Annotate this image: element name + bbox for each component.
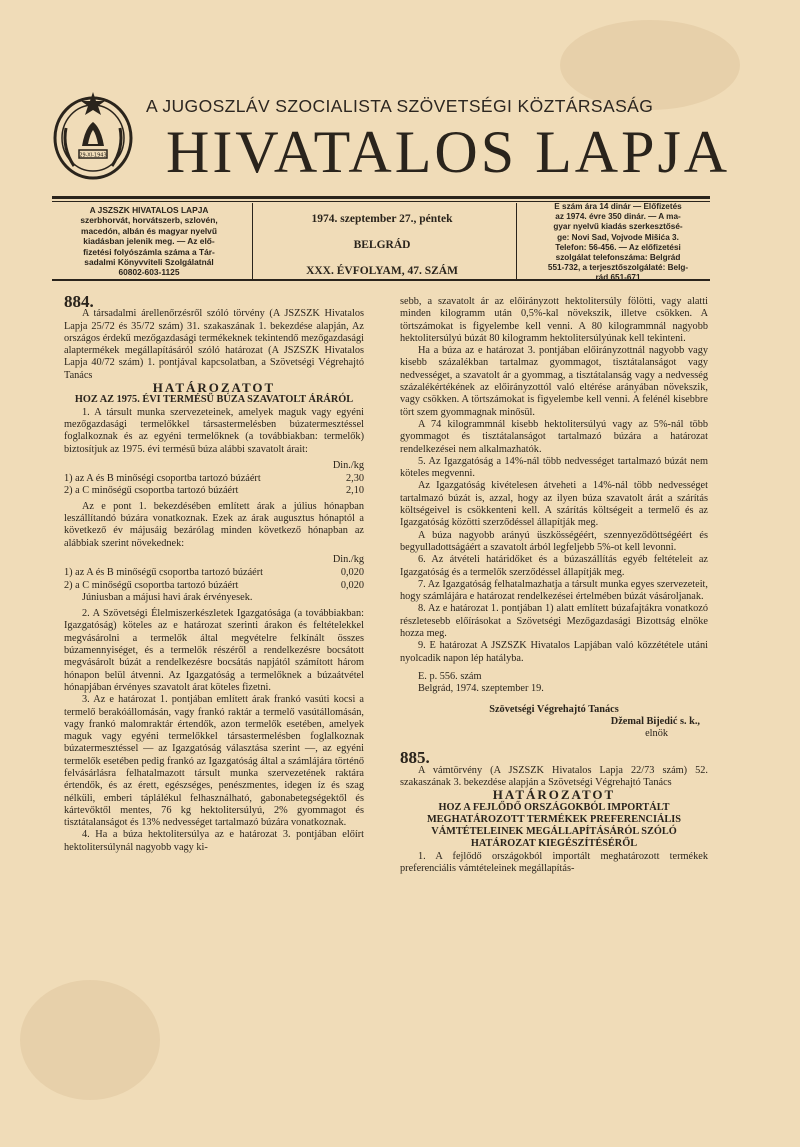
article-paragraph: 2. A Szövetségi Élelmiszerkészletek Igazgatósága (a továbbiakban: Igazgatóság) köteles az e határozat szerinti árakon és feltételekkel megvásárolni a termelők által megvételre felkínált összes búzamennyiséget, és a termelők részéről a rendelkezésre bocsátott megvásárolt búzát a rendelkezésre bocsátás napjától számított három hónapon belül átvenni. Az Igazgatóság a termelőknek a búzaátvétel hónapjában érvényes szavatolt árat köteles fizetni. xyxy=(64,608,364,693)
article-paragraph: 1. A társult munka szervezeteinek, amelyek maguk vagy egyéni mezőgazdasági termelőkkel társastermelésben búzatermesztéssel foglalkoznak és az egyéni termelőknek (a továbbiakban: termelők) biztosítjuk az 1975. évi termésű búza alábbi szavatolt árait: xyxy=(64,406,364,455)
article-paragraph: 7. Az Igazgatóság felhatalmazhatja a társult munka egyes szervezeteit, hogy számlájára e határozat rendelkezései értelmében búzát vásároljanak. xyxy=(400,578,708,603)
decision-subtitle: HOZ A FEJLŐDŐ ORSZÁGOKBÓL IMPORTÁLT MEGHATÁROZOTT TERMÉKEK PREFERENCIÁLIS VÁMTÉTELEINEK MEGÁLLAPÍTÁSÁRÓL SZÓLÓ HATÁROZAT KIEGÉSZÍTÉSÉRŐL xyxy=(426,801,682,850)
decision-title: HATÁROZATOT xyxy=(492,787,616,803)
article-paragraph: Júniusban a májusi havi árak érvényesek. xyxy=(82,591,253,603)
masthead-title: HIVATALOS LAPJA xyxy=(166,119,731,185)
article-paragraph: Ha a búza az e határozat 3. pontjában előirányzottnál nagyobb vagy kisebb százalékban tartalmaz gyommagot, tisztátalanságot vagy nedvességet, a szavatolt ár a gyommag, a tisztátalanság vagy a nedvesség százalékértékének az előirányzottól való eltérése arányában növekszik, vagy csökken. A törtszámokat is figyelembe kell venni. A felénél kisebbre tört szem gyommagnak minősül. xyxy=(400,345,708,418)
subscription-info-line: rád 651-671 xyxy=(595,273,641,283)
publication-info-line: macedón, albán és magyar nyelvű xyxy=(81,225,217,236)
header-rule xyxy=(52,196,710,199)
publication-info-line: szerbhorvát, horvátszerb, szlovén, xyxy=(80,215,218,226)
subscription-info-line: gyar nyelvű kiadás szerkesztősé- xyxy=(553,222,683,232)
subscription-info-line: szolgálat telefonszáma: Belgrád xyxy=(555,253,681,263)
article-column-right xyxy=(400,296,708,875)
article-paragraph: 9. E határozat A JSZSZK Hivatalos Lapjában való közzététele utáni nyolcadik napon lép hatályba. xyxy=(400,640,708,664)
subscription-info-line: ge: Novi Sad, Vojvode Mišića 3. xyxy=(557,232,679,242)
signing-body: Szövetségi Végrehajtó Tanács xyxy=(489,703,619,715)
price-item xyxy=(64,473,364,485)
article-paragraph: A búza nagyobb arányú üszkösségéért, szennyeződöttségéért és begyulladottságáért a szavatolt árból legfeljebb 5%-ot kell levonni. xyxy=(400,529,708,553)
price-item-value: 0,020 xyxy=(340,579,364,591)
paper-stain xyxy=(20,980,160,1100)
article-number: 884. xyxy=(64,292,94,311)
price-item-value: 0,020 xyxy=(340,567,364,579)
price-item-label: 2) a C minőségű csoportba tartozó búzáért xyxy=(64,485,239,497)
price-item-value: 2,30 xyxy=(345,473,364,485)
price-unit-label: Din./kg xyxy=(332,459,364,471)
subscription-info xyxy=(528,202,708,284)
article-paragraph: 5. Az Igazgatóság a 14%-nál több nedvességet tartalmazó búzát nem köteles megvenni. xyxy=(400,455,708,480)
issue-place: BELGRÁD xyxy=(353,239,411,251)
publication-info-line: kiadásban jelenik meg. — Az elő- xyxy=(83,236,215,247)
publication-info-line: 60802-603-1125 xyxy=(118,267,180,278)
price-unit-label: Din./kg xyxy=(332,553,364,565)
article-paragraph: 8. Az e határozat 1. pontjában 1) alatt említett búzafajtákra vonatkozó részletesebb előírásokat a Szövetségi Mezőgazdasági Bizottság elnöke hozza meg. xyxy=(400,603,708,640)
article-paragraph: 6. Az átvételi határidőket és a búzaszállítás egyéb feltételeit az Igazgatóság és a termelők szerződéssel állapítják meg. xyxy=(400,554,708,578)
decision-title: HATÁROZATOT xyxy=(152,380,276,396)
publication-info xyxy=(54,205,244,278)
article-paragraph: A 74 kilogrammnál kisebb hektolitersúlyú vagy az 5%-nál több gyommagot és tisztátalanságot tartalmazó búzára a határozat rendelkezései nem alkalmazhatók. xyxy=(400,418,708,455)
price-item-label: 1) az A és B minőségű csoportba tartozó búzáért xyxy=(64,567,264,579)
subscription-info-line: Telefon: 56-456. — Az előfizetési xyxy=(555,242,681,252)
signer-name: Džemal Bijedić s. k., xyxy=(610,715,700,727)
decision-subtitle: HOZ AZ 1975. ÉVI TERMÉSŰ BÚZA SZAVATOLT ÁRÁRÓL xyxy=(74,394,354,406)
price-item xyxy=(64,580,364,592)
reference-number: E. p. 556. szám xyxy=(418,670,482,682)
subscription-info-line: az 1974. évre 350 dinár. — A ma- xyxy=(555,212,681,222)
emblem-date: 29-XI-1943 xyxy=(79,152,107,159)
subscription-info-line: E szám ára 14 dinár — Előfizetés xyxy=(554,202,682,211)
article-paragraph: 1. A fejlődő országokból importált meghatározott termékek preferenciális vámtételeinek megállapítás- xyxy=(400,850,708,875)
price-item-label: 2) a C minőségű csoportba tartozó búzáért xyxy=(64,579,239,591)
price-item-label: 1) az A és B minőségi csoportba tartozó búzáért xyxy=(64,473,261,485)
price-item xyxy=(64,485,364,497)
header-divider xyxy=(252,203,253,279)
place-date: Belgrád, 1974. szeptember 19. xyxy=(418,683,544,695)
issue-number: XXX. ÉVFOLYAM, 47. SZÁM xyxy=(306,265,458,277)
article-paragraph: 4. Ha a búza hektolitersúlya az e határozat 3. pontjában előírt hektolitersúlynál nagyobb vagy ki- xyxy=(64,829,364,853)
article-column-left xyxy=(64,292,364,854)
coat-of-arms-emblem xyxy=(52,88,134,184)
issue-date: 1974. szeptember 27., péntek xyxy=(311,213,453,225)
publication-info-line: A JSZSZK HIVATALOS LAPJA xyxy=(89,205,209,215)
article-intro: A társadalmi árellenőrzésről szóló törvény (A JSZSZK Hivatalos Lapja 25/72 és 35/72 szám) 31. szakaszának 1. bekezdése alapján, Az országos érdekű mezőgazdasági termékeknek tekintendő mezőgazdasági alaptermékek megállapításáról szóló határozat (A JSZSZK Hivatalos Lapja 40/72 szám) 1. pontjával kapcsolatban, a Szövetségi Végrehajtó Tanács xyxy=(64,308,364,381)
subscription-info-line: 551-732, a terjesztőszolgálaté: Belg- xyxy=(547,263,689,273)
publication-info-line: sadalmi Könyvviteli Szolgálatnál xyxy=(84,257,214,268)
article-paragraph: sebb, a szavatolt ár az előirányzott hektolitersúly fölötti, vagy alatti minden kilogramm után 0,5%-kal növekszik, illetve csökken. A törtszámokat is figyelembe kell venni. A 80 kilogrammnál nagyobb hektolitersúlyú búzát 80 kilogramm hektolitersúlyúnak kell tekinteni. xyxy=(400,296,708,344)
article-paragraph: Az e pont 1. bekezdésében említett árak a július hónapban leszállítandó búzára vonatkoznak. Ezek az árak augusztus hónaptól a következő év májusáig bezárólag minden következő hónapban az alábbiak szerint növekednek: xyxy=(64,500,364,549)
signer-role: elnök xyxy=(645,728,668,740)
article-intro: A vámtörvény (A JSZSZK Hivatalos Lapja 22/73 szám) 52. szakaszának 3. bekezdése alapján a Szövetségi Végrehajtó Tanács xyxy=(400,764,708,788)
article-paragraph: Az Igazgatóság kivételesen átveheti a 14%-nál több nedvességet tartalmazó búzát is, azzal, hogy az ilyen búza szavatolt árát a szárítás költségeivel is csökkenteni kell. A szárítás költségeit a termelő és az Igazgatóság közötti szerződéssel állapítják meg. xyxy=(400,480,708,529)
price-item xyxy=(64,567,364,579)
header-divider xyxy=(516,203,517,279)
publication-info-line: fizetési folyószámla száma a Tár- xyxy=(83,246,215,257)
price-unit xyxy=(64,554,364,566)
masthead-supertitle: A JUGOSZLÁV SZOCIALISTA SZÖVETSÉGI KÖZTÁRSASÁG xyxy=(146,96,654,116)
article-paragraph: 3. Az e határozat 1. pontjában említett árak frankó vasúti kocsi a termelő berakóállomásán, vagy frankó raktár a termelő vasútállomásán, vagy frankó malomraktár értendők, azon termelők esetében, amelyek maguk vagy egyéni termelőkkel társastermelésben foglalkoznak búzatermesztéssel — az Igazgatóság választása szerint —, az egyéni termelők esetében pedig frankó az Igazgatóság által a számlájára történő felvásárlásra felhatalmazott társult munka szervezetének raktára értendők, és az érett, egészséges, penészmentes, idegen íz és szag nélküli, emberi táplálékul felhasználható, gabonabetegségektől és kártevőktől mentes, 76 kg hektolitersúlyú, 2% gyommagot és tisztátalanságot és 13% nedvességet tartalmazó búzára vonatkoznak. xyxy=(64,694,364,829)
price-unit xyxy=(64,460,364,472)
issue-info xyxy=(262,206,502,284)
article-number: 885. xyxy=(400,748,430,768)
price-item-value: 2,10 xyxy=(345,485,364,497)
